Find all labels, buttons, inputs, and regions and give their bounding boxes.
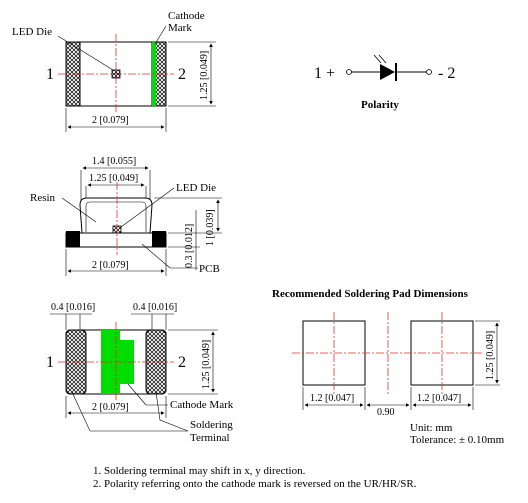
pads-title: Recommended Soldering Pad Dimensions [272,288,468,300]
top-led-die-label: LED Die [12,26,53,38]
bottom-height-dim: 1.25 [0.049] [201,339,212,389]
side-width-dim: 2 [0.079] [92,260,129,271]
bottom-pin1: 1 [46,354,54,371]
pads-unit: Unit: mm [410,422,453,434]
side-pcb [66,233,166,247]
note-1: 1. Soldering terminal may shift in x, y direction. [93,465,306,477]
top-pin1: 1 [46,66,54,83]
bottom-view [46,302,234,444]
top-height-dim: 1.25 [0.049] [199,50,210,100]
pad-gap: 0.90 [377,407,395,418]
note-2: 2. Polarity referring onto the cathode mark is reversed on the UR/HR/SR. [93,478,417,490]
bottom-left-dim: 0.4 [0.016] [51,302,96,313]
top-cathode-label-2: Mark [168,22,192,34]
top-pin2: 2 [178,66,186,83]
top-cathode-label-1: Cathode [168,10,205,22]
bottom-right-dim: 0.4 [0.016] [133,302,178,313]
top-led-die [112,70,120,78]
pad-height-dim: 1.25 [0.049] [485,330,496,380]
top-view [12,10,216,132]
side-dim-right2: 0.3 [0.012] [184,223,195,268]
bottom-width-dim: 2 [0.079] [92,402,129,413]
bottom-cathode-label: Cathode Mark [170,399,234,411]
side-pcb-label: PCB [199,263,220,275]
polarity-minus: - 2 [438,65,456,82]
side-resin-label: Resin [30,192,56,204]
notes [93,465,417,490]
side-pcb-left-pad [66,233,80,247]
bottom-soldering-label-1: Soldering [190,419,233,431]
pads-tolerance: Tolerance: ± 0.10mm [410,434,505,446]
side-view [30,156,222,276]
side-led-die-label: LED Die [176,182,217,194]
pad-right-width: 1.2 [0.047] [417,393,462,404]
soldering-pads [272,288,505,446]
side-pcb-right-pad [152,233,166,247]
polarity-title: Polarity [361,99,399,111]
polarity-plus: 1 + [314,65,336,82]
bottom-pin2: 2 [178,354,186,371]
bottom-soldering-label-2: Terminal [190,432,230,444]
cathode-leader [155,26,166,44]
side-dim-top1: 1.4 [0.055] [92,156,137,167]
polarity-symbol [314,55,455,111]
pad-left-width: 1.2 [0.047] [310,393,355,404]
top-width-dim: 2 [0.079] [92,115,129,126]
diode-triangle-icon [380,64,395,80]
side-dim-right1: 1 [0.039] [205,209,216,246]
side-dim-top2: 1.25 [0.049] [89,173,139,184]
